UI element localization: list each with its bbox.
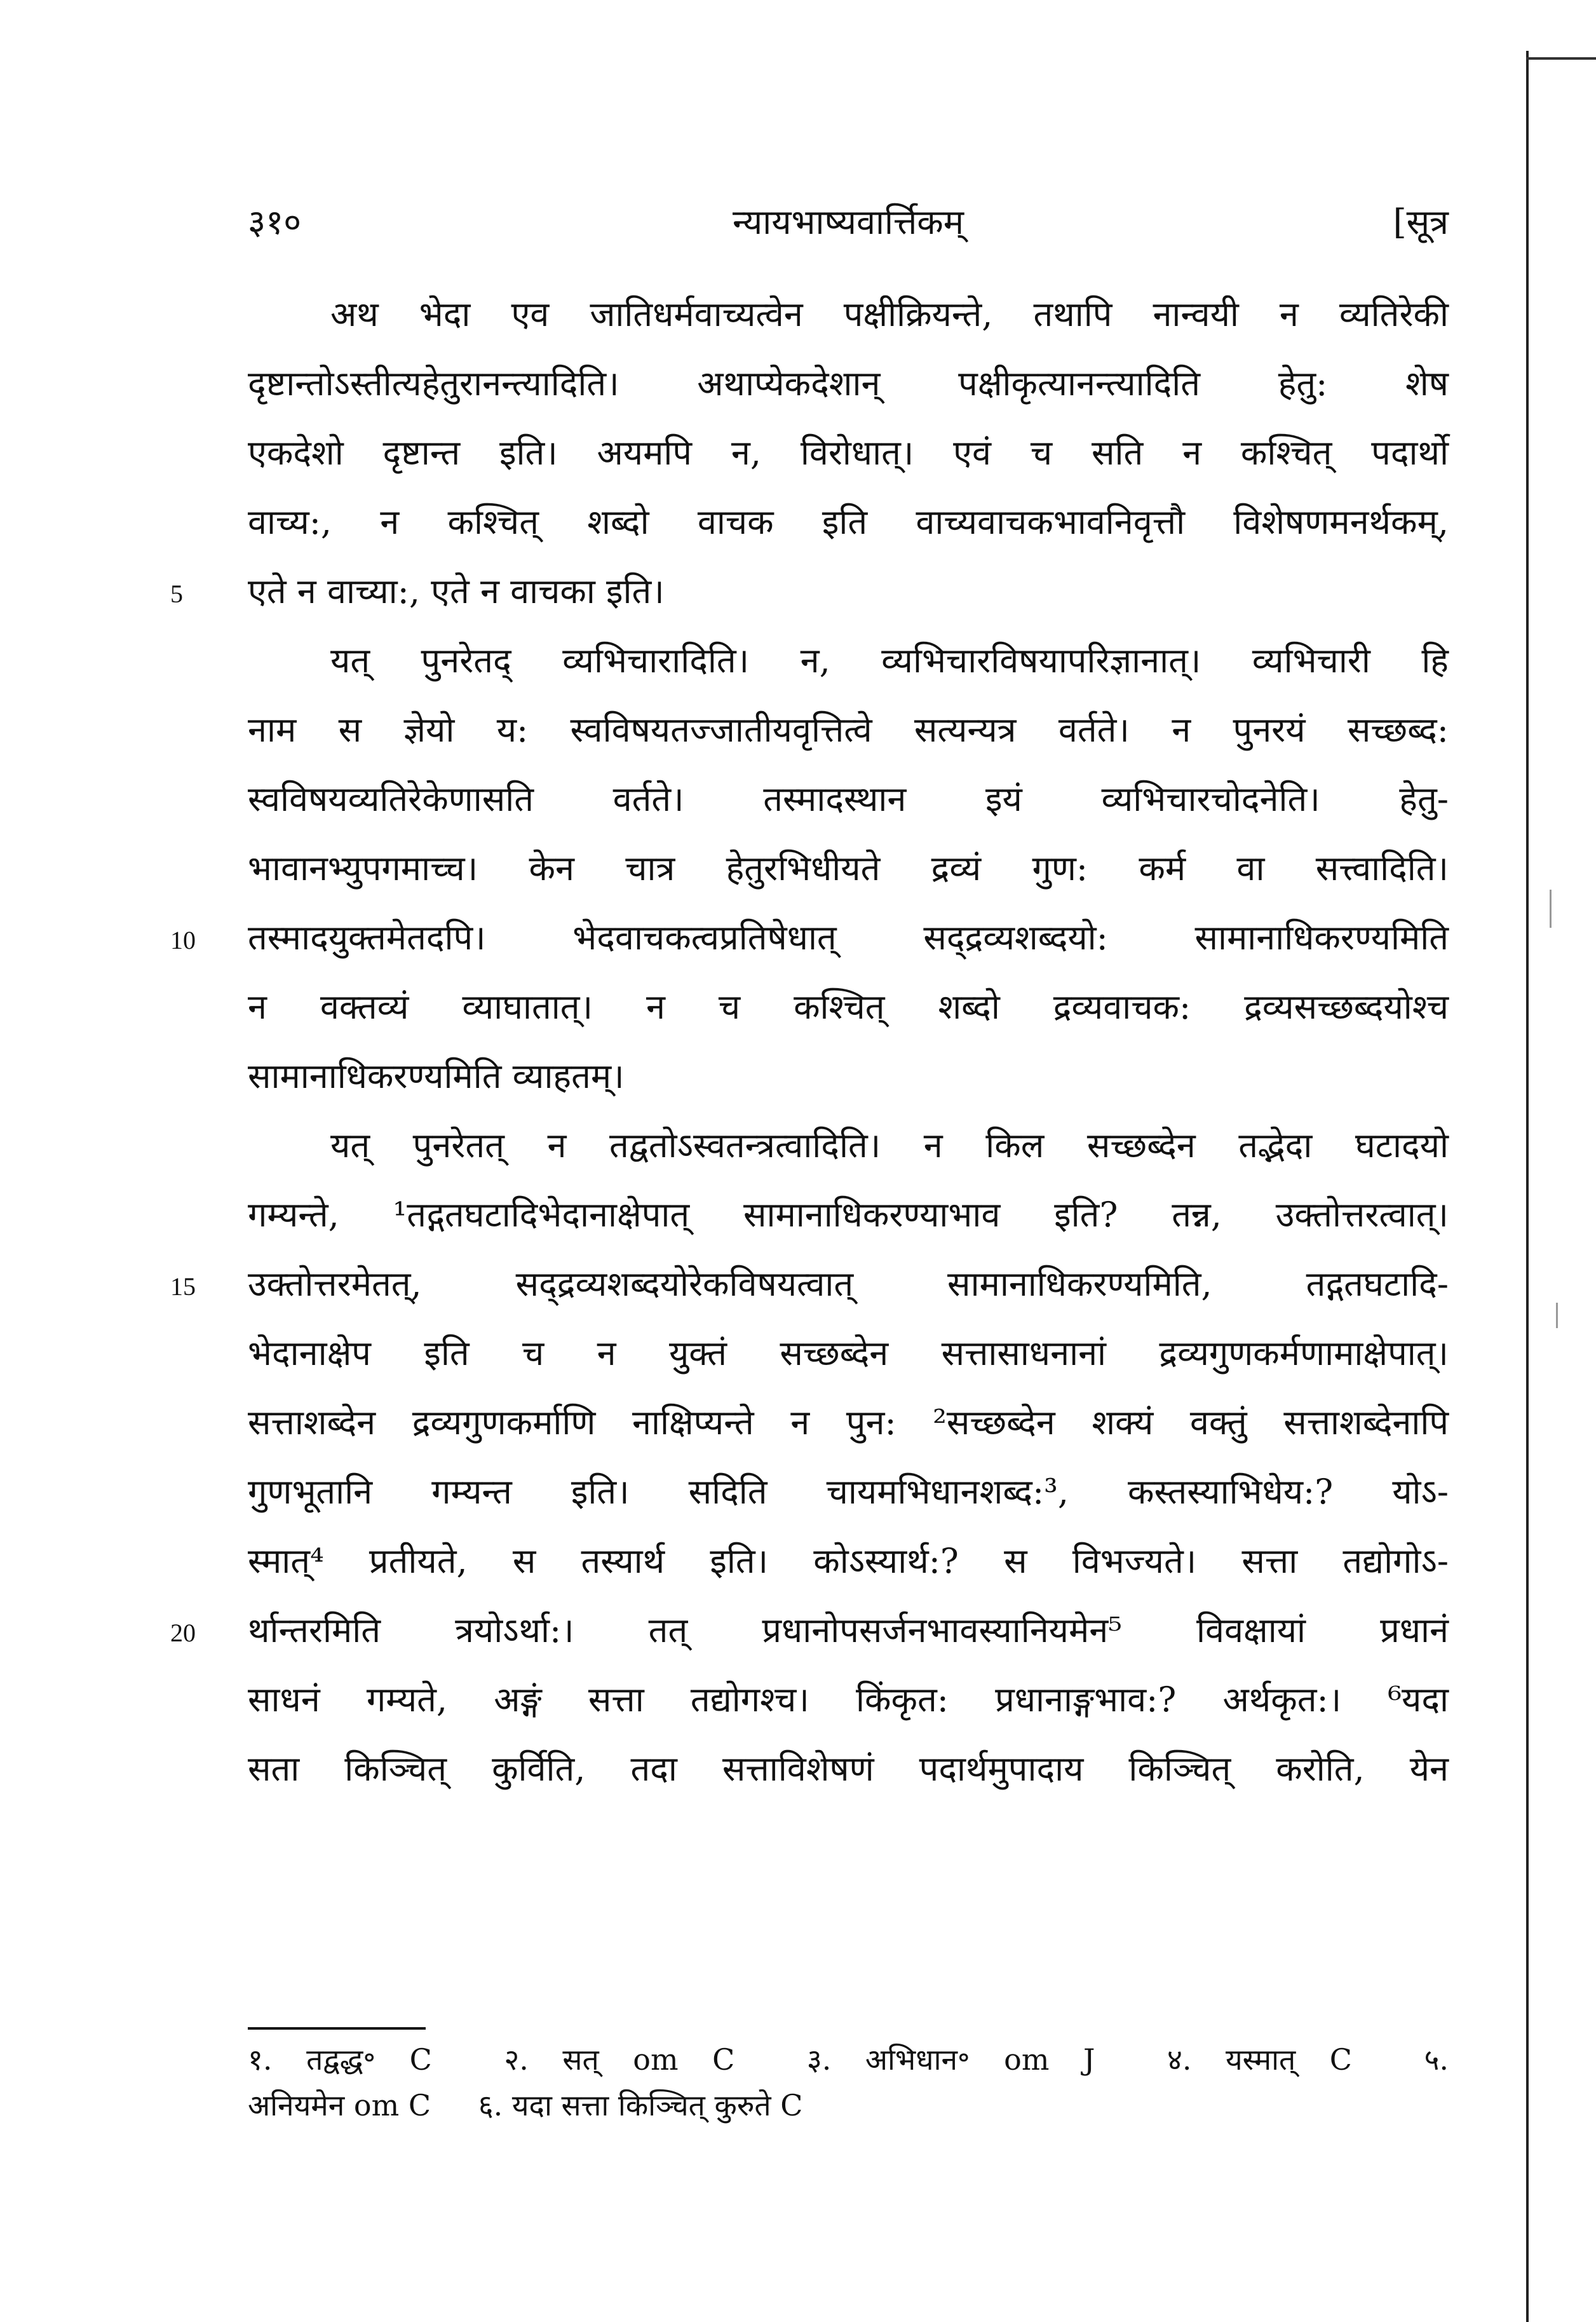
footnotes [248,2037,1449,2128]
footnote: १. तद्वद्ध॰ C [248,2042,432,2077]
footnote: ५. [1424,2042,1449,2077]
line-text: स्मात्⁴ प्रतीयते, स तस्यार्थ इति। कोऽस्यार्थ:? स विभज्यते। सत्ता तद्योगोऽ- [248,1541,1449,1581]
text-line [248,834,1449,903]
line-number: 10 [170,926,196,954]
footnote: अनियमेन om C [248,2088,431,2122]
line-text: यत् पुनरेतत् न तद्वतोऽस्वतन्त्रत्वादिति। न किल सच्छब्देन तद्भेदा घटादयो [330,1125,1449,1165]
running-title: न्यायभाष्यवार्त्तिकम् [732,202,964,242]
line-text: न वक्तव्यं व्याघातात्। न च कश्चित् शब्दो द्रव्यवाचक: द्रव्यसच्छब्दयोश्च [248,987,1449,1027]
line-text: सत्ताशब्देन द्रव्यगुणकर्माणि नाक्षिप्यन्ते न पुन: ²सच्छब्देन शक्यं वक्तुं सत्ताशब्देनापि [248,1402,1449,1443]
text-line [248,1457,1449,1526]
line-text: साधनं गम्यते, अङ्गं सत्ता तद्योगश्च। किंकृत: प्रधानाङ्गभाव:? अर्थकृत:। ⁶यदा [248,1680,1449,1720]
line-text: यत् पुनरेतद् व्यभिचारादिति। न, व्यभिचारविषयापरिज्ञानात्। व्यभिचारी हि [330,641,1449,681]
page-header [248,197,1449,254]
page-number: ३१० [248,202,302,242]
footnote-rule [248,2027,426,2030]
text-line [248,1734,1449,1803]
text-line [248,695,1449,764]
footnote: ६. यदा सत्ता किञ्चित् कुरुते C [478,2088,803,2122]
text-line [248,487,1449,557]
line-text: गुणभूतानि गम्यन्त इति। सदिति चायमभिधानशब्द:³, कस्तस्याभिधेय:? योऽ- [248,1472,1449,1512]
line-number: 20 [170,1619,196,1647]
text-line [170,903,1449,972]
text-line [170,1596,1449,1665]
line-text: वाच्य:, न कश्चित् शब्दो वाचक इति वाच्यवाचकभावनिवृत्तौ विशेषणमनर्थकम्, [248,502,1449,542]
line-text: नाम स ज्ञेयो य: स्वविषयतज्जातीयवृत्तित्वे सत्यन्यत्र वर्तते। न पुनरयं सच्छब्द: [248,710,1449,750]
text-line [248,764,1449,834]
text-line [248,626,1449,695]
text-line [248,1042,1449,1111]
text-line [170,1249,1449,1319]
line-text: एकदेशो दृष्टान्त इति। अयमपि न, विरोधात्। एवं च सति न कश्चित् पदार्थो [248,433,1449,473]
text-line [248,1319,1449,1388]
line-text: भावानभ्युपगमाच्च। केन चात्र हेतुरभिधीयते द्रव्यं गुण: कर्म वा सत्त्वादिति। [248,848,1449,888]
footnote: ४. यस्मात् C [1167,2042,1352,2077]
scan-speck [1550,890,1552,928]
text-line [248,1180,1449,1249]
line-text: उक्तोत्तरमेतत्, सद्‌द्रव्यशब्दयोरेकविषयत्वात् सामानाधिकरण्यमिति, तद्गतघटादि- [248,1264,1449,1304]
line-number: 5 [170,580,183,608]
line-text: भेदानाक्षेप इति च न युक्तं सच्छब्देन सत्तासाधनानां द्रव्यगुणकर्मणामाक्षेपात्। [248,1333,1449,1373]
footnote: ३. अभिधान॰ om J [806,2042,1095,2077]
line-text: सामानाधिकरण्यमिति व्याहतम्। [248,1056,625,1096]
text-line [248,280,1449,349]
line-text: गम्यन्ते, ¹तद्गतघटादिभेदानाक्षेपात् सामानाधिकरण्याभाव इति? तन्न, उक्तोत्तरत्वात्। [248,1195,1449,1235]
section-marker: [सूत्र [1393,202,1449,242]
footnote-line-2 [248,2082,1449,2128]
text-line [170,557,1449,626]
scan-speck [1556,1303,1558,1328]
footnote: २. सत् om C [504,2042,735,2077]
text-line [248,972,1449,1042]
line-text: र्थान्तरमिति त्रयोऽर्था:। तत् प्रधानोपसर्जनभावस्यानियमेन⁵ विवक्षायां प्रधानं [248,1610,1449,1650]
main-text [170,280,1449,1803]
line-text: दृष्टान्तोऽस्तीत्यहेतुरानन्त्यादिति। अथाप्येकदेशान् पक्षीकृत्यानन्त्यादिति हेतु: शेष [248,363,1449,404]
footnote-line-1 [248,2037,1449,2082]
text-line [248,418,1449,487]
text-line [248,1388,1449,1457]
text-line [248,1111,1449,1180]
text-line [248,1526,1449,1596]
line-number: 15 [170,1272,196,1301]
line-text: एते न वाच्या:, एते न वाचका इति। [248,571,665,611]
line-text: तस्मादयुक्तमेतदपि। भेदवाचकत्वप्रतिषेधात् सद्‌द्रव्यशब्दयो: सामानाधिकरण्यमिति [248,918,1449,958]
scanned-page-edge [1526,51,1573,2322]
line-text: अथ भेदा एव जातिधर्मवाच्यत्वेन पक्षीक्रियन्ते, तथापि नान्वयी न व्यतिरेकी [330,294,1449,334]
line-text: सता किञ्चित् कुर्विति, तदा सत्ताविशेषणं पदार्थमुपादाय किञ्चित् करोति, येन [248,1749,1449,1789]
text-line [248,1665,1449,1734]
text-line [248,349,1449,418]
line-text: स्वविषयव्यतिरेकेणासति वर्तते। तस्मादस्थान इयं व्यभिचारचोदनेति। हेतु- [248,779,1449,819]
